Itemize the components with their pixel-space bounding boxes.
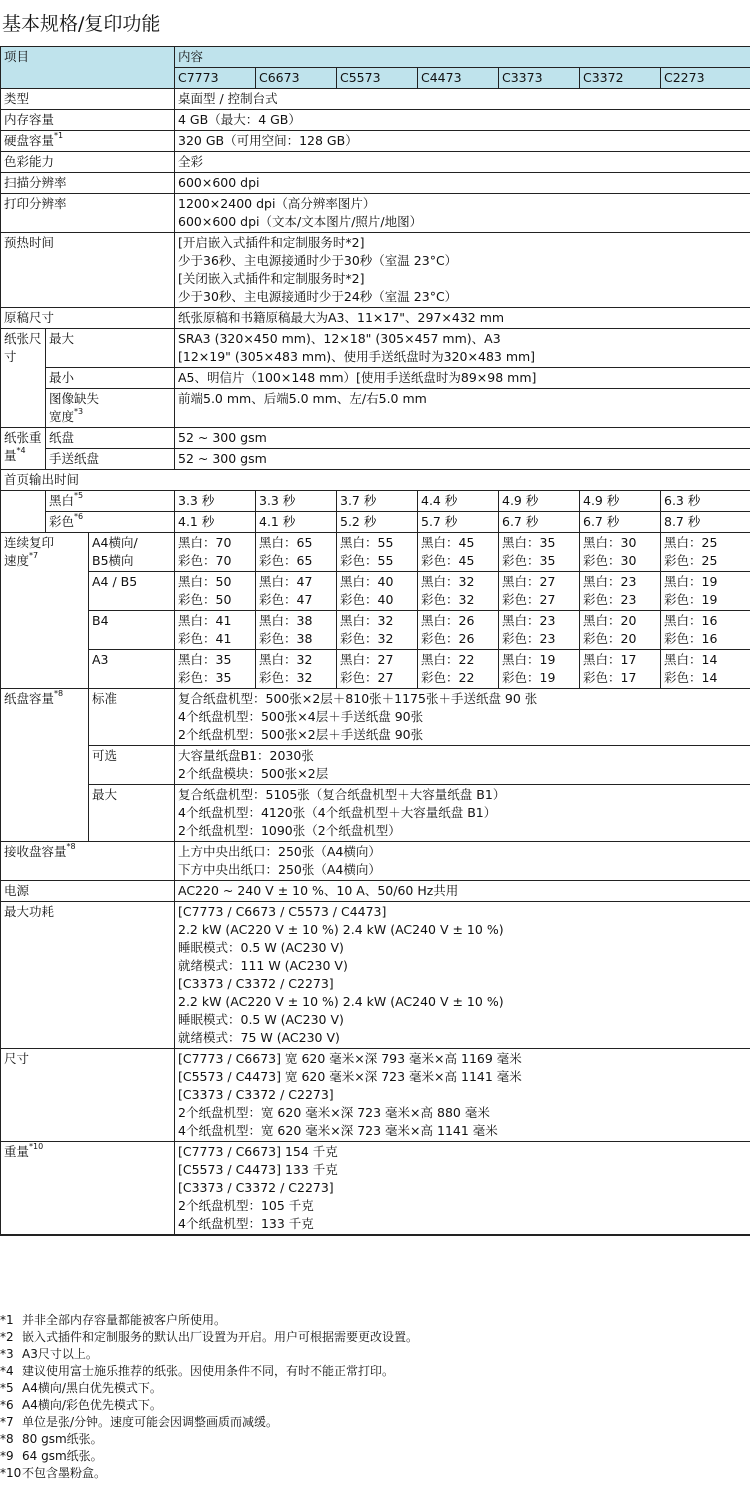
- value-cell-text: 黑白：70 彩色：70: [178, 535, 232, 568]
- value-cell: [661, 572, 750, 611]
- row-value: [175, 902, 750, 1049]
- value-cell-text: 4.4 秒: [421, 493, 458, 508]
- footnote-key: *8: [0, 1432, 14, 1446]
- header-model: [256, 68, 337, 89]
- header-model: [337, 68, 418, 89]
- row-value-text: 320 GB（可用空间：128 GB）: [178, 133, 358, 148]
- value-cell: [175, 611, 256, 650]
- row-value-text: 桌面型 / 控制台式: [178, 91, 278, 106]
- value-cell: [256, 572, 337, 611]
- value-cell: [256, 611, 337, 650]
- value-cell-text: 6.3 秒: [664, 493, 701, 508]
- row-label: [1, 308, 175, 329]
- footnote-text: 建议使用富士施乐推荐的纸张。因使用条件不同，有时不能正常打印。: [22, 1364, 395, 1378]
- row-label-text: 预热时间: [4, 235, 55, 250]
- value-cell: [175, 512, 256, 533]
- value-cell-text: 3.3 秒: [178, 493, 215, 508]
- row-label-text: 原稿尺寸: [4, 310, 55, 325]
- value-cell-text: 黑白：35 彩色：35: [178, 652, 232, 685]
- footnote-ref: *7: [29, 551, 39, 560]
- header-model: [418, 68, 499, 89]
- table-row: [1, 110, 750, 131]
- value-cell: [499, 491, 580, 512]
- header-item: [1, 47, 175, 89]
- row-value: [175, 881, 750, 902]
- table-row: [1, 152, 750, 173]
- value-cell-text: 6.7 秒: [502, 514, 539, 529]
- row-label: [1, 1142, 175, 1236]
- header-model-text: C7773: [178, 70, 219, 85]
- header-model-text: C4473: [421, 70, 462, 85]
- footnote-key: *3: [0, 1347, 14, 1361]
- table-row: [1, 329, 750, 368]
- spacer: [1, 491, 46, 512]
- footnote-ref: *10: [29, 1142, 44, 1151]
- table-row: [1, 746, 750, 785]
- page-title: 基本规格/复印功能: [2, 13, 161, 35]
- sub-label: [89, 533, 175, 572]
- row-value: [175, 1142, 750, 1236]
- value-cell: [418, 611, 499, 650]
- footnote-text: 单位是张/分钟。速度可能会因调整画质而减缓。: [22, 1415, 279, 1429]
- row-label: [1, 689, 89, 842]
- value-cell: [337, 611, 418, 650]
- row-value-text: SRA3 (320×450 mm)、12×18" (305×457 mm)、A3 [12×19" (305×483 mm)、使用手送纸盘时为320×483 mm]: [178, 331, 536, 364]
- sub-label-text: 可选: [92, 748, 118, 763]
- footnote-ref: *8: [54, 689, 64, 698]
- footnote-key: *7: [0, 1415, 14, 1429]
- row-value-text: 52 ~ 300 gsm: [178, 430, 267, 445]
- value-cell: [256, 491, 337, 512]
- header-model-text: C3373: [502, 70, 543, 85]
- row-value: [175, 89, 750, 110]
- row-label-text: 色彩能力: [4, 154, 55, 169]
- row-value-text: [C7773 / C6673 / C5573 / C4473] 2.2 kW (AC220 V ± 10 %) 2.4 kW (AC240 V ± 10 %) 睡眠模式：0.5 W (AC230 V) 就绪模式：111 W (AC230 V) [C3373 / C3372 / C2273] 2.2 kW (AC220 V ± 10 %) 2.4 kW (AC240 V ± 10 %) 睡眠模式：0.5 W (AC230 V) 就绪模式：75 W (AC230 V): [178, 904, 504, 1045]
- footnote-text: 嵌入式插件和定制服务的默认出厂设置为开启。用户可根据需要更改设置。: [22, 1330, 419, 1344]
- table-row: [1, 89, 750, 110]
- row-value-text: 600×600 dpi: [178, 175, 260, 190]
- table-row: [1, 689, 750, 746]
- value-cell-text: 黑白：47 彩色：47: [259, 574, 313, 607]
- header-model: [175, 68, 256, 89]
- footnote-text: 不包含墨粉盒。: [22, 1466, 107, 1480]
- value-cell-text: 4.1 秒: [259, 514, 296, 529]
- row-value: [175, 689, 750, 746]
- row-value: [175, 110, 750, 131]
- value-cell: [337, 650, 418, 689]
- value-cell-text: 黑白：20 彩色：20: [583, 613, 637, 646]
- value-cell-text: 黑白：22 彩色：22: [421, 652, 475, 685]
- row-value-text: 大容量纸盘B1：2030张 2个纸盘模块：500张×2层: [178, 748, 329, 781]
- table-row: [1, 368, 750, 389]
- row-value: [175, 233, 750, 308]
- value-cell-text: 黑白：65 彩色：65: [259, 535, 313, 568]
- row-value: [175, 389, 750, 428]
- footnote: [0, 1380, 418, 1397]
- value-cell: [337, 512, 418, 533]
- table-row: [1, 572, 750, 611]
- sub-label-text: 手送纸盘: [49, 451, 100, 466]
- value-cell-text: 4.9 秒: [502, 493, 539, 508]
- value-cell: [175, 572, 256, 611]
- sub-label-text: 彩色: [49, 514, 75, 529]
- table-row: [1, 842, 750, 881]
- value-cell-text: 黑白：50 彩色：50: [178, 574, 232, 607]
- sub-label: [89, 572, 175, 611]
- value-cell-text: 6.7 秒: [583, 514, 620, 529]
- row-label-text: 连续复印 速度: [4, 535, 55, 568]
- row-value-text: AC220 ~ 240 V ± 10 %、10 A、50/60 Hz共用: [178, 883, 459, 898]
- footnote-key: *4: [0, 1364, 14, 1378]
- value-cell: [256, 533, 337, 572]
- row-value: [175, 152, 750, 173]
- table-row: [1, 881, 750, 902]
- value-cell: [418, 572, 499, 611]
- row-label-text: 重量: [4, 1144, 30, 1159]
- row-label-text: 首页输出时间: [4, 472, 80, 487]
- row-value: [175, 785, 750, 842]
- value-cell-text: 黑白：27 彩色：27: [340, 652, 394, 685]
- sub-label-text: A4 / B5: [92, 574, 138, 589]
- value-cell: [175, 533, 256, 572]
- row-label: [1, 1049, 175, 1142]
- footnote-key: *5: [0, 1381, 14, 1395]
- value-cell-text: 黑白：55 彩色：55: [340, 535, 394, 568]
- footnote: [0, 1414, 418, 1431]
- value-cell: [175, 650, 256, 689]
- row-label: [1, 470, 750, 491]
- value-cell-text: 8.7 秒: [664, 514, 701, 529]
- sub-label-text: 黑白: [49, 493, 75, 508]
- value-cell: [337, 572, 418, 611]
- header-model-text: C3372: [583, 70, 624, 85]
- value-cell: [256, 512, 337, 533]
- footnote-text: 64 gsm纸张。: [22, 1449, 103, 1463]
- value-cell-text: 黑白：25 彩色：25: [664, 535, 718, 568]
- header-item-text: 项目: [4, 49, 30, 64]
- table-row: [1, 389, 750, 428]
- value-cell: [661, 512, 750, 533]
- footnote-ref: *5: [74, 491, 84, 500]
- row-label: [1, 152, 175, 173]
- footnote-text: 80 gsm纸张。: [22, 1432, 103, 1446]
- footnote-ref: *1: [54, 131, 64, 140]
- row-value: [175, 173, 750, 194]
- sub-label-text: 标准: [92, 691, 118, 706]
- row-label: [1, 173, 175, 194]
- value-cell-text: 黑白：32 彩色：32: [340, 613, 394, 646]
- row-value: [175, 449, 750, 470]
- footnote: [0, 1363, 418, 1380]
- sub-label-text: 纸盘: [49, 430, 75, 445]
- row-value: [175, 368, 750, 389]
- footnote-ref: *6: [74, 512, 84, 521]
- footnote-text: 并非全部内存容量都能被客户所使用。: [22, 1313, 227, 1327]
- row-label: [1, 233, 175, 308]
- row-value-text: 复合纸盘机型：5105张（复合纸盘机型＋大容量纸盘 B1） 4个纸盘机型：4120张（4个纸盘机型＋大容量纸盘 B1） 2个纸盘机型：1090张（2个纸盘机型）: [178, 787, 506, 838]
- footnote-key: *6: [0, 1398, 14, 1412]
- value-cell: [661, 491, 750, 512]
- value-cell: [580, 572, 661, 611]
- value-cell-text: 黑白：30 彩色：30: [583, 535, 637, 568]
- sub-label: [46, 428, 175, 449]
- row-label: [1, 329, 46, 428]
- row-label: [1, 842, 175, 881]
- row-value: [175, 194, 750, 233]
- sub-label-text: 最大: [92, 787, 118, 802]
- spec-table: [0, 46, 750, 1236]
- sub-label: [46, 389, 175, 428]
- row-label-text: 纸张尺寸: [4, 331, 42, 364]
- row-label-text: 类型: [4, 91, 30, 106]
- value-cell: [418, 650, 499, 689]
- row-label-text: 打印分辨率: [4, 196, 67, 211]
- value-cell-text: 黑白：41 彩色：41: [178, 613, 232, 646]
- value-cell: [337, 533, 418, 572]
- row-value-text: 52 ~ 300 gsm: [178, 451, 267, 466]
- value-cell: [418, 533, 499, 572]
- sub-label: [89, 650, 175, 689]
- row-value-text: 上方中央出纸口：250张（A4横向） 下方中央出纸口：250张（A4横向）: [178, 844, 381, 877]
- table-row: [1, 650, 750, 689]
- row-label: [1, 902, 175, 1049]
- table-row: [1, 470, 750, 491]
- value-cell-text: 5.7 秒: [421, 514, 458, 529]
- row-label: [1, 131, 175, 152]
- footnote: [0, 1312, 418, 1329]
- sub-label: [46, 449, 175, 470]
- sub-label-text: A4横向/ B5横向: [92, 535, 138, 568]
- footnote: [0, 1431, 418, 1448]
- footnote-key: *9: [0, 1449, 14, 1463]
- header-model-text: C5573: [340, 70, 381, 85]
- row-label: [1, 194, 175, 233]
- value-cell-text: 黑白：32 彩色：32: [421, 574, 475, 607]
- table-row: [1, 233, 750, 308]
- value-cell: [661, 533, 750, 572]
- row-value-text: 全彩: [178, 154, 204, 169]
- footnote-ref: *3: [74, 407, 84, 416]
- value-cell-text: 黑白：19 彩色：19: [664, 574, 718, 607]
- value-cell: [499, 611, 580, 650]
- row-label-text: 纸张重量: [4, 430, 42, 463]
- value-cell-text: 黑白：40 彩色：40: [340, 574, 394, 607]
- footnote-text: A4横向/黑白优先模式下。: [22, 1381, 162, 1395]
- footnote-text: A4横向/彩色优先模式下。: [22, 1398, 162, 1412]
- value-cell: [418, 491, 499, 512]
- row-value: [175, 842, 750, 881]
- row-value: [175, 428, 750, 449]
- value-cell: [175, 491, 256, 512]
- value-cell-text: 黑白：27 彩色：27: [502, 574, 556, 607]
- value-cell-text: 黑白：26 彩色：26: [421, 613, 475, 646]
- row-label-text: 电源: [4, 883, 30, 898]
- value-cell-text: 3.7 秒: [340, 493, 377, 508]
- value-cell: [499, 650, 580, 689]
- value-cell-text: 4.1 秒: [178, 514, 215, 529]
- sub-label-text: B4: [92, 613, 109, 628]
- row-label-text: 接收盘容量: [4, 844, 67, 859]
- sub-label: [46, 512, 175, 533]
- row-value-text: A5、明信片（100×148 mm）[使用手送纸盘时为89×98 mm]: [178, 370, 537, 385]
- value-cell: [661, 650, 750, 689]
- row-label: [1, 881, 175, 902]
- footnote: [0, 1465, 418, 1482]
- row-value: [175, 746, 750, 785]
- value-cell: [661, 611, 750, 650]
- sub-label: [46, 368, 175, 389]
- table-row: [1, 428, 750, 449]
- sub-label-text: A3: [92, 652, 109, 667]
- row-value: [175, 308, 750, 329]
- value-cell-text: 黑白：23 彩色：23: [502, 613, 556, 646]
- sub-label-text: 图像缺失 宽度: [49, 391, 100, 424]
- value-cell-text: 黑白：16 彩色：16: [664, 613, 718, 646]
- spacer: [1, 512, 46, 533]
- table-row: [1, 1049, 750, 1142]
- row-label-text: 纸盘容量: [4, 691, 55, 706]
- table-row: [1, 785, 750, 842]
- table-row: [1, 173, 750, 194]
- sub-label: [89, 689, 175, 746]
- value-cell-text: 黑白：14 彩色：14: [664, 652, 718, 685]
- value-cell: [580, 533, 661, 572]
- table-row: [1, 902, 750, 1049]
- header-model-text: C6673: [259, 70, 300, 85]
- sub-label-text: 最大: [49, 331, 75, 346]
- table-row: [1, 131, 750, 152]
- footnote-ref: *8: [66, 842, 76, 851]
- value-cell: [580, 611, 661, 650]
- sub-label: [89, 611, 175, 650]
- value-cell: [256, 650, 337, 689]
- value-cell-text: 黑白：35 彩色：35: [502, 535, 556, 568]
- value-cell-text: 黑白：19 彩色：19: [502, 652, 556, 685]
- value-cell-text: 黑白：38 彩色：38: [259, 613, 313, 646]
- footnote-text: A3尺寸以上。: [22, 1347, 98, 1361]
- sub-label-text: 最小: [49, 370, 75, 385]
- value-cell: [580, 491, 661, 512]
- value-cell-text: 3.3 秒: [259, 493, 296, 508]
- sub-label: [46, 491, 175, 512]
- row-value-text: 4 GB（最大：4 GB）: [178, 112, 301, 127]
- header-content: [175, 47, 750, 68]
- header-model-text: C2273: [664, 70, 705, 85]
- table-row: [1, 611, 750, 650]
- footnote: [0, 1448, 418, 1465]
- row-label-text: 扫描分辨率: [4, 175, 67, 190]
- value-cell: [580, 512, 661, 533]
- table-row: [1, 308, 750, 329]
- value-cell-text: 黑白：32 彩色：32: [259, 652, 313, 685]
- sub-label: [46, 329, 175, 368]
- value-cell-text: 黑白：17 彩色：17: [583, 652, 637, 685]
- row-label-text: 尺寸: [4, 1051, 30, 1066]
- row-label: [1, 110, 175, 131]
- table-row: [1, 512, 750, 533]
- header-model: [499, 68, 580, 89]
- row-value: [175, 1049, 750, 1142]
- value-cell-text: 黑白：45 彩色：45: [421, 535, 475, 568]
- row-value-text: [开启嵌入式插件和定制服务时*2] 少于36秒、主电源接通时少于30秒（室温 23°C） [关闭嵌入式插件和定制服务时*2] 少于30秒、主电源接通时少于24秒（室温 23°C）: [178, 235, 458, 304]
- row-value-text: 复合纸盘机型：500张×2层＋810张＋1175张＋手送纸盘 90 张 4个纸盘机型：500张×4层＋手送纸盘 90张 2个纸盘机型：500张×2层＋手送纸盘 90张: [178, 691, 538, 742]
- row-label: [1, 428, 46, 470]
- value-cell: [418, 512, 499, 533]
- row-value-text: [C7773 / C6673] 154 千克 [C5573 / C4473] 133 千克 [C3373 / C3372 / C2273] 2个纸盘机型：105 千克 4个纸盘机型：133 千克: [178, 1144, 338, 1231]
- footnote-ref: *4: [16, 446, 26, 455]
- row-value-text: [C7773 / C6673] 宽 620 毫米×深 793 毫米×高 1169 毫米 [C5573 / C4473] 宽 620 毫米×深 723 毫米×高 1141 毫米 [C3373 / C3372 / C2273] 2个纸盘机型：宽 620 毫米×深 723 毫米×高 880 毫米 4个纸盘机型：宽 620 毫米×深 723 毫米×高 1141 毫米: [178, 1051, 522, 1138]
- row-value-text: 纸张原稿和书籍原稿最大为A3、11×17"、297×432 mm: [178, 310, 505, 325]
- footnote-key: *1: [0, 1313, 14, 1327]
- footnote: [0, 1397, 418, 1414]
- value-cell-text: 5.2 秒: [340, 514, 377, 529]
- value-cell: [499, 533, 580, 572]
- sub-label: [89, 785, 175, 842]
- footnote-key: *2: [0, 1330, 14, 1344]
- table-row: [1, 491, 750, 512]
- footnotes: [0, 1312, 418, 1482]
- row-value: [175, 131, 750, 152]
- row-label: [1, 89, 175, 110]
- table-row: [1, 449, 750, 470]
- row-label-text: 最大功耗: [4, 904, 55, 919]
- table-row: [1, 47, 750, 68]
- header-content-text: 内容: [178, 49, 204, 64]
- row-value-text: 前端5.0 mm、后端5.0 mm、左/右5.0 mm: [178, 391, 427, 406]
- row-value: [175, 329, 750, 368]
- value-cell: [499, 512, 580, 533]
- row-label-text: 内存容量: [4, 112, 55, 127]
- row-label-text: 硬盘容量: [4, 133, 55, 148]
- value-cell: [337, 491, 418, 512]
- table-row: [1, 1142, 750, 1236]
- footnote: [0, 1329, 418, 1346]
- sub-label: [89, 746, 175, 785]
- header-model: [661, 68, 750, 89]
- table-row: [1, 194, 750, 233]
- footnote: [0, 1346, 418, 1363]
- footnote-key: *10: [0, 1466, 22, 1480]
- header-model: [580, 68, 661, 89]
- row-label: [1, 533, 89, 689]
- row-value-text: 1200×2400 dpi（高分辨率图片） 600×600 dpi（文本/文本图片/照片/地图）: [178, 196, 423, 229]
- value-cell-text: 黑白：23 彩色：23: [583, 574, 637, 607]
- value-cell-text: 4.9 秒: [583, 493, 620, 508]
- table-row: [1, 533, 750, 572]
- value-cell: [580, 650, 661, 689]
- value-cell: [499, 572, 580, 611]
